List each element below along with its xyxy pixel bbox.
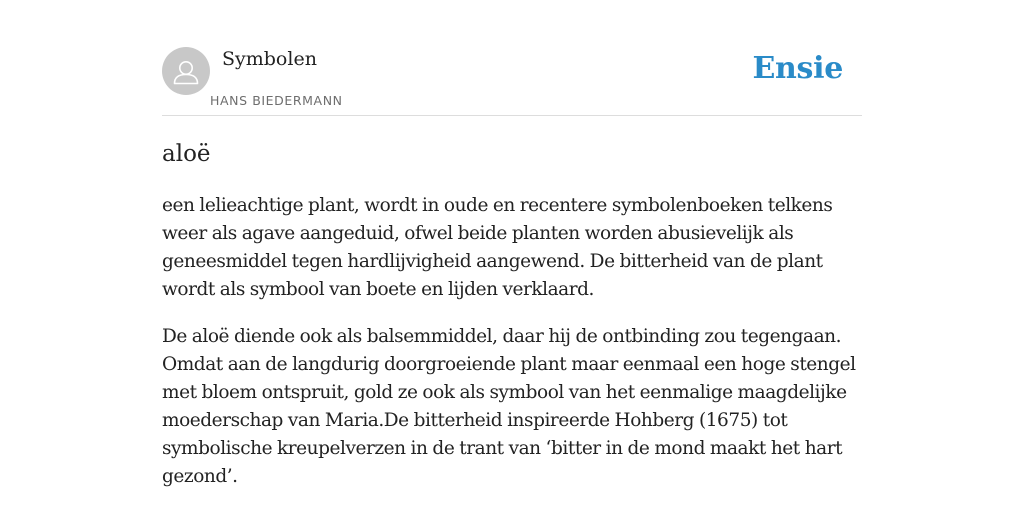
entry-title: aloë <box>162 141 211 167</box>
site-logo[interactable]: Ensie <box>752 51 843 86</box>
entry-paragraph: een lelieachtige plant, wordt in oude en recentere symbolenboeken telkens weer als agave aangeduid, ofwel beide planten worden abusievelijk als geneesmiddel tegen hardlijvigheid aangewend. De bitterheid van de plant wordt als symbool van boete en lijden verklaard. <box>162 195 833 300</box>
author-name[interactable]: HANS BIEDERMANN <box>210 93 343 108</box>
entry-content <box>162 192 872 510</box>
book-title[interactable]: Symbolen <box>222 48 317 70</box>
header <box>162 47 862 116</box>
user-icon[interactable] <box>162 47 210 95</box>
entry-paragraph: De aloë diende ook als balsemmiddel, daar hij de ontbinding zou tegengaan. Omdat aan de langdurig doorgroeiende plant maar eenmaal een hoge stengel met bloem ontspruit, gold ze ook als symbool van het eenmalige maagdelijke moederschap van Maria.De bitterheid inspireerde Hohberg (1675) tot symbolische kreupelverzen in de trant van ‘bitter in de mond maakt het hart gezond’. <box>162 326 856 487</box>
